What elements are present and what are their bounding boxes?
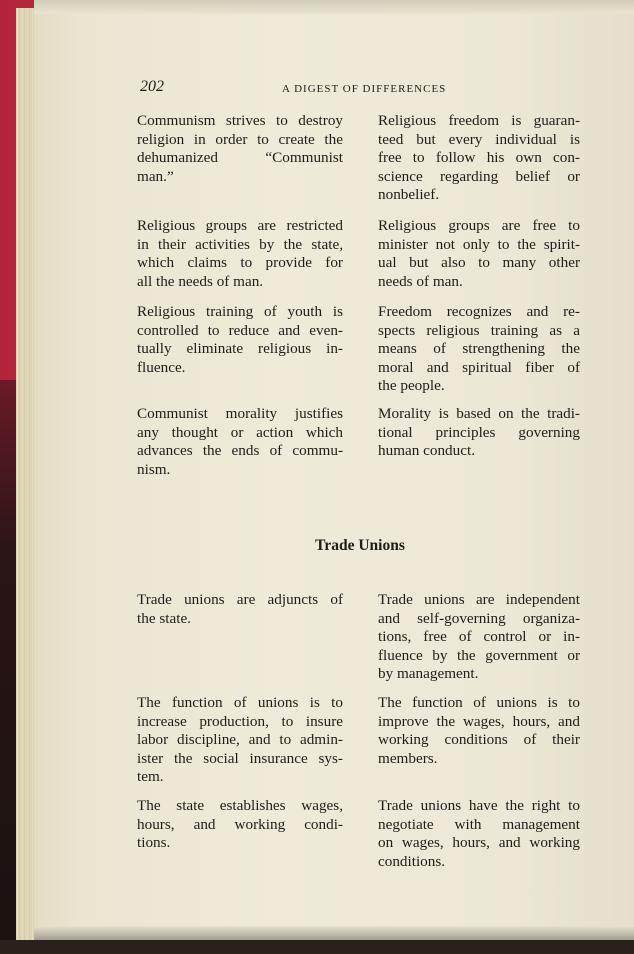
paragraph-communism-groups: Religious groups are restricted in their activities by the state, which claims to provide for all the needs of man.	[137, 217, 343, 290]
paragraph-freedom-groups: Religious groups are free to minister not only to the spirit- ual but also to many other needs of man.	[378, 217, 580, 290]
paragraph-communism-religion: Communism strives to destroy religion in order to create the dehumanized “Communist man.”	[137, 112, 343, 185]
paragraph-freedom-wages: Trade unions have the right to negotiate with management on wages, hours, and working conditions.	[378, 797, 580, 870]
section-title: Trade Unions	[315, 537, 405, 554]
page-header	[140, 78, 580, 100]
paragraph-communism-youth: Religious training of youth is controlled to reduce and even- tually eliminate religious in- fluence.	[137, 303, 343, 376]
paragraph-communism-unions: Trade unions are adjuncts of the state.	[137, 591, 343, 627]
paragraph-communism-wages: The state establishes wages, hours, and working condi- tions.	[137, 797, 343, 852]
page-number: 202	[140, 78, 164, 95]
running-title: A DIGEST OF DIFFERENCES	[282, 83, 447, 95]
paragraph-freedom-unions: Trade unions are independent and self-governing organiza- tions, free of control or in- fluence by the government or by management.	[378, 591, 580, 683]
paragraph-communism-morality: Communist morality justifies any thought or action which advances the ends of commu- nism.	[137, 405, 343, 478]
paragraph-freedom-function: The function of unions is to improve the wages, hours, and working conditions of their members.	[378, 694, 580, 767]
paragraph-communism-function: The function of unions is to increase production, to insure labor discipline, and to admin- ister the social insurance sys- tem.	[137, 694, 343, 786]
paragraph-freedom-religion: Religious freedom is guaran- teed but every individual is free to follow his own con- science regarding belief or nonbelief.	[378, 112, 580, 204]
paragraph-freedom-youth: Freedom recognizes and re- spects religious training as a means of strengthening the moral and spiritual fiber of the people.	[378, 303, 580, 395]
paragraph-freedom-morality: Morality is based on the tradi- tional principles governing human conduct.	[378, 405, 580, 460]
